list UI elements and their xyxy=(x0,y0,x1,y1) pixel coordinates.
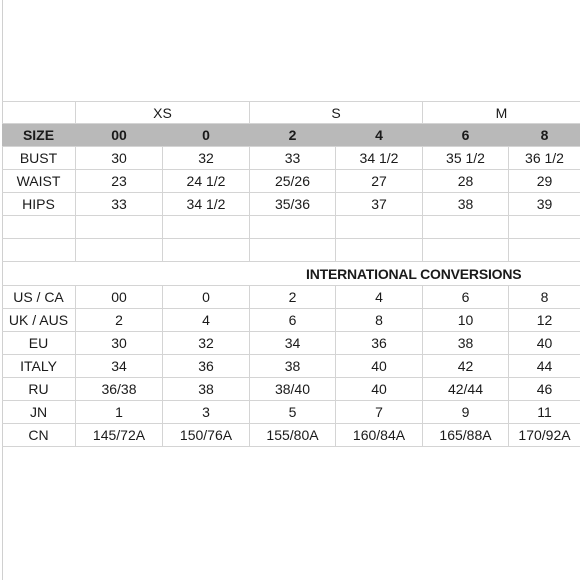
size-group-s: S xyxy=(250,102,423,123)
table-cell: 29 xyxy=(536,173,553,189)
table-cell: 30 xyxy=(76,147,163,169)
size-group-row xyxy=(2,101,580,124)
table-row xyxy=(2,309,580,332)
conversions-title-row xyxy=(2,262,580,286)
table-cell: 24 1/2 xyxy=(163,170,250,192)
table-cell: 46 xyxy=(536,381,553,397)
row-label: UK / AUS xyxy=(2,309,76,331)
table-row xyxy=(2,170,580,193)
table-cell: 36 1/2 xyxy=(525,150,564,166)
table-cell: 42 xyxy=(423,355,509,377)
table-cell: 150/76A xyxy=(163,424,250,446)
table-cell: 37 xyxy=(336,193,423,215)
table-cell: 7 xyxy=(336,401,423,423)
table-cell: 00 xyxy=(76,286,163,308)
table-cell: 165/88A xyxy=(423,424,509,446)
blank-cell xyxy=(163,216,250,238)
blank-cell xyxy=(509,239,580,261)
table-cell: 8 xyxy=(540,289,549,305)
table-cell: 8 xyxy=(336,309,423,331)
table-cell: 35 1/2 xyxy=(423,147,509,169)
table-cell: 28 xyxy=(423,170,509,192)
table-cell: 6 xyxy=(250,309,336,331)
table-cell: 6 xyxy=(423,286,509,308)
table-row xyxy=(2,355,580,378)
blank-row xyxy=(2,239,580,262)
table-cell: 35/36 xyxy=(250,193,336,215)
table-cell: 40 xyxy=(336,378,423,400)
table-cell: 32 xyxy=(163,332,250,354)
blank-cell xyxy=(76,239,163,261)
table-cell: 4 xyxy=(163,309,250,331)
row-label: CN xyxy=(2,424,76,446)
row-label: BUST xyxy=(2,147,76,169)
row-label: HIPS xyxy=(2,193,76,215)
table-cell: 38 xyxy=(163,378,250,400)
table-cell: 38 xyxy=(423,193,509,215)
blank-row xyxy=(2,216,580,239)
table-cell: 12 xyxy=(536,312,553,328)
table-cell: 38/40 xyxy=(250,378,336,400)
table-cell: 34 1/2 xyxy=(336,147,423,169)
table-cell: 34 xyxy=(76,355,163,377)
size-header-row xyxy=(2,124,580,147)
size-header-cell: 8 xyxy=(540,127,549,143)
blank-cell xyxy=(2,239,76,261)
blank-cell xyxy=(250,216,336,238)
table-cell: 34 1/2 xyxy=(163,193,250,215)
table-row xyxy=(2,286,580,309)
size-group-m: M xyxy=(495,104,508,121)
table-cell: 0 xyxy=(163,286,250,308)
row-label: ITALY xyxy=(2,355,76,377)
table-cell: 2 xyxy=(250,286,336,308)
table-cell: 145/72A xyxy=(76,424,163,446)
table-cell: 155/80A xyxy=(250,424,336,446)
row-label: JN xyxy=(2,401,76,423)
table-cell: 170/92A xyxy=(518,427,571,443)
table-row xyxy=(2,193,580,216)
blank-cell xyxy=(250,239,336,261)
table-cell: 34 xyxy=(250,332,336,354)
blank-cell xyxy=(509,216,580,238)
table-cell: 25/26 xyxy=(250,170,336,192)
blank-cell xyxy=(336,216,423,238)
size-header-label: SIZE xyxy=(2,124,76,146)
blank-cell xyxy=(2,216,76,238)
size-header-cell: 6 xyxy=(423,124,509,146)
size-header-cell: 4 xyxy=(336,124,423,146)
row-label: WAIST xyxy=(2,170,76,192)
row-label: US / CA xyxy=(2,286,76,308)
table-cell: 38 xyxy=(250,355,336,377)
table-cell: 11 xyxy=(537,404,552,420)
table-cell: 27 xyxy=(336,170,423,192)
row-label: EU xyxy=(2,332,76,354)
table-row xyxy=(2,332,580,355)
table-cell: 44 xyxy=(536,358,553,374)
blank-cell xyxy=(423,239,509,261)
table-row xyxy=(2,147,580,170)
table-row xyxy=(2,378,580,401)
group-label-empty xyxy=(2,102,76,123)
table-cell: 38 xyxy=(423,332,509,354)
table-row xyxy=(2,424,580,447)
table-cell: 40 xyxy=(536,335,553,351)
table-cell: 2 xyxy=(76,309,163,331)
table-cell: 10 xyxy=(423,309,509,331)
table-cell: 36 xyxy=(336,332,423,354)
size-header-cell: 00 xyxy=(76,124,163,146)
table-cell: 30 xyxy=(76,332,163,354)
table-cell: 32 xyxy=(163,147,250,169)
table-cell: 9 xyxy=(423,401,509,423)
table-cell: 3 xyxy=(163,401,250,423)
blank-cell xyxy=(423,216,509,238)
conversions-title: INTERNATIONAL CONVERSIONS xyxy=(306,266,522,282)
table-cell: 42/44 xyxy=(423,378,509,400)
table-cell: 5 xyxy=(250,401,336,423)
size-group-xs: XS xyxy=(76,102,250,123)
size-chart xyxy=(2,101,580,447)
table-cell: 33 xyxy=(76,193,163,215)
table-cell: 36/38 xyxy=(76,378,163,400)
table-cell: 1 xyxy=(76,401,163,423)
table-cell: 4 xyxy=(336,286,423,308)
table-cell: 36 xyxy=(163,355,250,377)
table-cell: 160/84A xyxy=(336,424,423,446)
size-header-cell: 0 xyxy=(163,124,250,146)
table-cell: 39 xyxy=(536,196,553,212)
blank-cell xyxy=(336,239,423,261)
blank-cell xyxy=(163,239,250,261)
table-cell: 40 xyxy=(336,355,423,377)
table-row xyxy=(2,401,580,424)
row-label: RU xyxy=(2,378,76,400)
table-cell: 23 xyxy=(76,170,163,192)
blank-cell xyxy=(76,216,163,238)
size-header-cell: 2 xyxy=(250,124,336,146)
table-cell: 33 xyxy=(250,147,336,169)
